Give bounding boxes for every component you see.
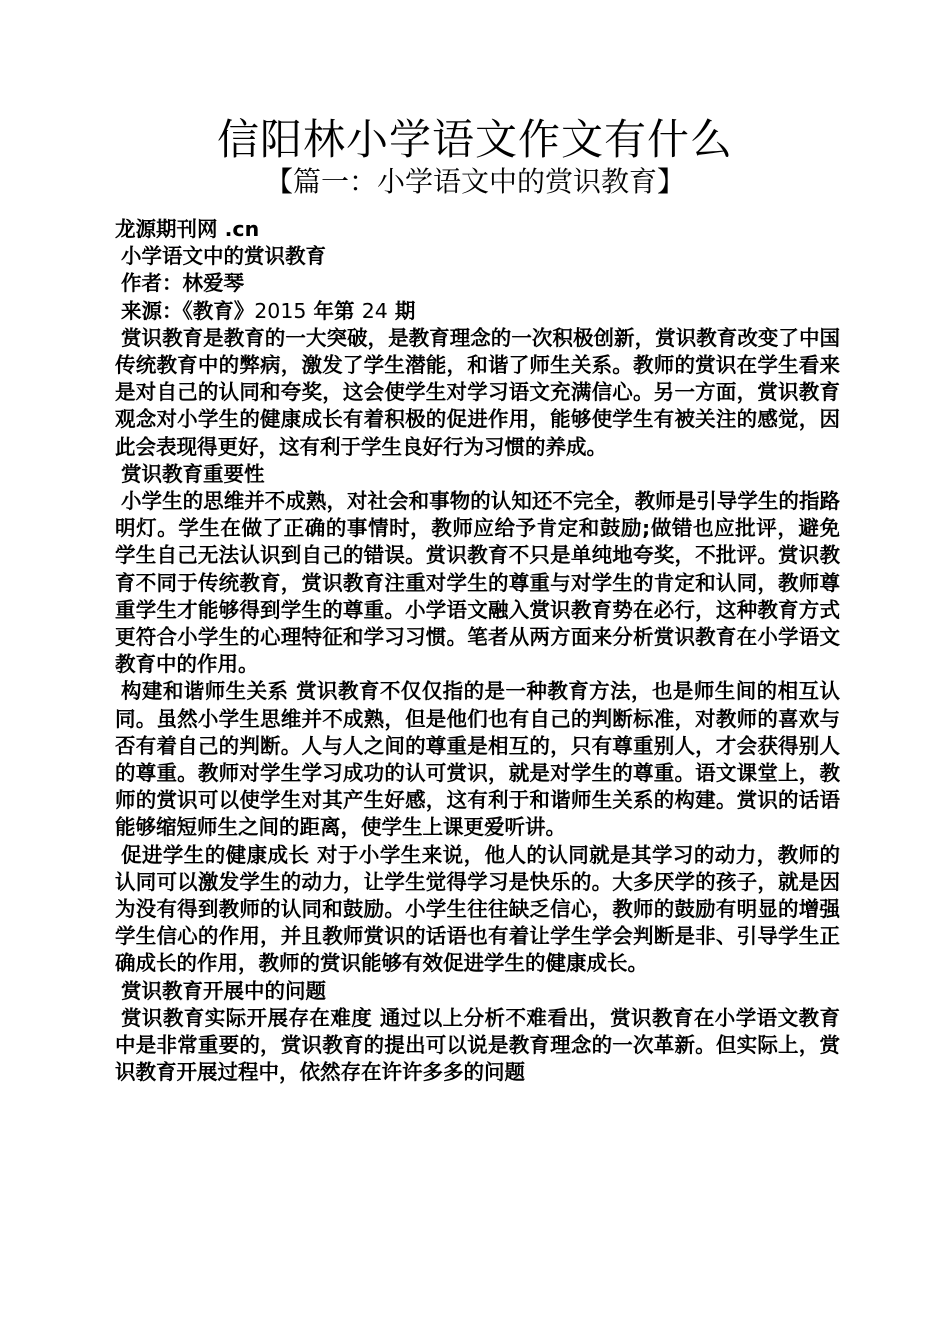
- paragraph-problems: [115, 1005, 840, 1087]
- paragraph-relationship: [115, 678, 840, 841]
- source-site: 龙源期刊网 .cn: [115, 217, 260, 241]
- paragraph-intro-text: 赏识教育是教育的一大突破，是教育理念的一次积极创新，赏识教育改变了中国传统教育中的弊病，激发了学生潜能，和谐了师生关系。教师的赏识在学生看来是对自己的认同和夸奖，这会使学生对学习语文充满信心。另一方面，赏识教育观念对小学生的健康成长有着积极的促进作用，能够使学生有被关注的感觉，因此会表现得更好，这有利于学生良好行为习惯的养成。: [115, 325, 840, 459]
- section-heading-importance: 赏识教育重要性: [121, 461, 265, 486]
- paragraph-intro: [115, 325, 840, 461]
- paragraph-importance-text: 小学生的思维并不成熟，对社会和事物的认知还不完全，教师是引导学生的指路明灯。学生在做了正确的事情时，教师应给予肯定和鼓励;做错也应批评，避免学生自己无法认识到自己的错误。赏识教育不只是单纯地夸奖，不批评。赏识教育不同于传统教育，赏识教育注重对学生的尊重与对学生的肯定和认同，教师尊重学生才能够得到学生的尊重。小学语文融入赏识教育势在必行，这种教育方式更符合小学生的心理特征和学习习惯。笔者从两方面来分析赏识教育在小学语文教育中的作用。: [115, 489, 840, 677]
- source-suffix: 期: [387, 298, 416, 323]
- document-title: 信阳林小学语文作文有什么: [216, 115, 733, 164]
- paragraph-importance: [115, 488, 840, 678]
- source-mid: 年第: [306, 298, 362, 323]
- article-title: 小学语文中的赏识教育: [121, 244, 326, 269]
- article-body: [115, 216, 840, 1087]
- source-line: [115, 298, 840, 325]
- document-subtitle: 【篇一：小学语文中的赏识教育】: [264, 165, 685, 198]
- source-year: 2015: [254, 298, 307, 323]
- author-line: 作者：林爱琴: [121, 271, 244, 296]
- paragraph-growth: [115, 842, 840, 978]
- source-issue: 24: [361, 298, 388, 323]
- section-heading-problems: 赏识教育开展中的问题: [121, 978, 326, 1003]
- paragraph-relationship-text: 构建和谐师生关系 赏识教育不仅仅指的是一种教育方法，也是师生间的相互认同。虽然小学生思维并不成熟，但是他们也有自己的判断标准，对教师的喜欢与否有着自己的判断。人与人之间的尊重是相互的，只有尊重别人，才会获得别人的尊重。教师对学生学习成功的认可赏识，就是对学生的尊重。语文课堂上，教师的赏识可以使学生对其产生好感，这有利于和谐师生关系的构建。赏识的话语能够缩短师生之间的距离，使学生上课更爱听讲。: [115, 679, 840, 840]
- source-prefix: 来源：《教育》: [121, 298, 255, 323]
- paragraph-problems-text: 赏识教育实际开展存在难度 通过以上分析不难看出，赏识教育在小学语文教育中是非常重要的，赏识教育的提出可以说是教育理念的一次革新。但实际上，赏识教育开展过程中，依然存在许许多多的问题: [115, 1005, 840, 1085]
- paragraph-growth-text: 促进学生的健康成长 对于小学生来说，他人的认同就是其学习的动力，教师的认同可以激发学生的动力，让学生觉得学习是快乐的。大多厌学的孩子，就是因为没有得到教师的认同和鼓励。小学生往往缺乏信心，教师的鼓励有明显的增强学生信心的作用，并且教师赏识的话语也有着让学生学会判断是非、引导学生正确成长的作用，教师的赏识能够有效促进学生的健康成长。: [115, 842, 840, 976]
